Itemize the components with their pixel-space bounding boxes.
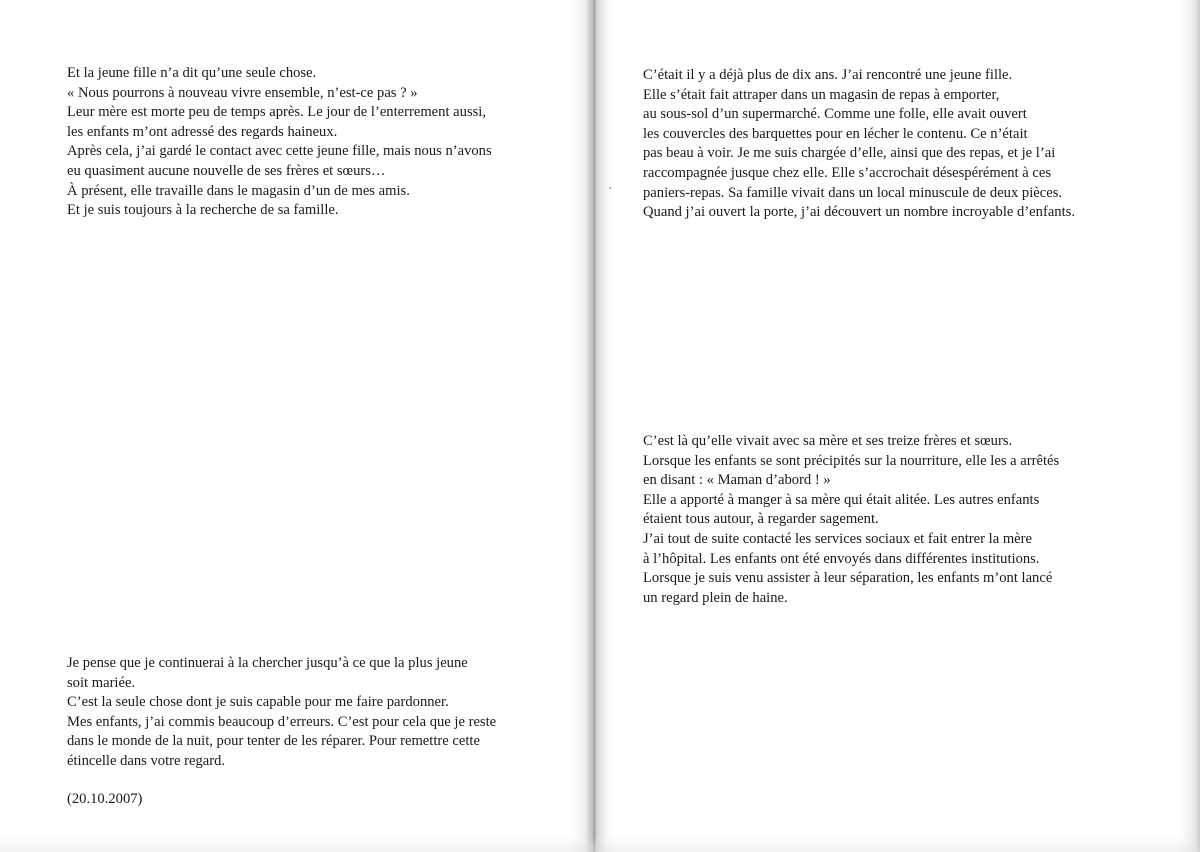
text-line: les enfants m’ont adressé des regards haineux. — [67, 123, 338, 140]
text-line: dans le monde de la nuit, pour tenter de les réparer. Pour remettre cette — [67, 733, 480, 750]
text-line: les couvercles des barquettes pour en lécher le contenu. Ce n’était — [643, 125, 1028, 142]
date-text: (20.10.2007) — [67, 791, 143, 807]
text-line: Elle s’était fait attraper dans un magasin de repas à emporter, — [643, 86, 1000, 103]
text-line: C’était il y a déjà plus de dix ans. J’ai rencontré une jeune fille. — [643, 67, 1013, 83]
right-paragraph-2 — [643, 432, 1163, 608]
bottom-edge-shadow — [0, 836, 1200, 852]
text-line: étincelle dans votre regard. — [67, 752, 226, 769]
text-line: pas beau à voir. Je me suis chargée d’elle, ainsi que des repas, et je l’ai — [643, 145, 1056, 162]
text-line: Leur mère est morte peu de temps après. Le jour de l’enterrement aussi, — [67, 104, 487, 121]
text-line: Elle a apporté à manger à sa mère qui était alitée. Les autres enfants — [643, 491, 1040, 508]
text-line: Je pense que je continuerai à la chercher jusqu’à ce que la plus jeune — [67, 655, 468, 671]
text-line: au sous-sol d’un supermarché. Comme une folle, elle avait ouvert — [643, 106, 1027, 123]
left-paragraph-1 — [67, 64, 567, 221]
text-line: étaient tous autour, à regarder sagement. — [643, 511, 879, 528]
text-line: C’est là qu’elle vivait avec sa mère et ses treize frères et sœurs. — [643, 433, 1013, 449]
paper-speck — [609, 187, 611, 189]
right-paragraph-1 — [643, 66, 1163, 223]
text-line: Et la jeune fille n’a dit qu’une seule chose. — [67, 65, 317, 81]
text-line: soit mariée. — [67, 674, 136, 691]
text-line: À présent, elle travaille dans le magasin d’un de mes amis. — [67, 182, 410, 199]
left-paragraph-2 — [67, 654, 567, 772]
text-line: Quand j’ai ouvert la porte, j’ai découvert un nombre incroyable d’enfants. — [643, 204, 1075, 221]
left-page — [0, 0, 592, 852]
book-gutter-shadow — [572, 0, 616, 852]
text-line: raccompagnée jusque chez elle. Elle s’accrochait désespérément à ces — [643, 164, 1051, 181]
right-page — [592, 0, 1200, 852]
text-line: Lorsque les enfants se sont précipités sur la nourriture, elle les a arrêtés — [643, 452, 1060, 469]
text-line: en disant : « Maman d’abord ! » — [643, 472, 831, 489]
text-line: « Nous pourrons à nouveau vivre ensemble, n’est-ce pas ? » — [67, 84, 418, 101]
text-line: à l’hôpital. Les enfants ont été envoyés dans différentes institutions. — [643, 550, 1040, 567]
page-edge-shadow — [1180, 0, 1200, 852]
text-line: Et je suis toujours à la recherche de sa famille. — [67, 202, 339, 219]
text-line: Mes enfants, j’ai commis beaucoup d’erreurs. C’est pour cela que je reste — [67, 713, 497, 730]
text-line: paniers-repas. Sa famille vivait dans un local minuscule de deux pièces. — [643, 184, 1063, 201]
text-line: eu quasiment aucune nouvelle de ses frères et sœurs… — [67, 162, 386, 179]
date-stamp — [67, 790, 567, 810]
text-line: Après cela, j’ai gardé le contact avec cette jeune fille, mais nous n’avons — [67, 143, 492, 160]
text-line: un regard plein de haine. — [643, 589, 788, 606]
text-line: J’ai tout de suite contacté les services sociaux et fait entrer la mère — [643, 530, 1033, 547]
text-line: C’est la seule chose dont je suis capable pour me faire pardonner. — [67, 694, 449, 711]
text-line: Lorsque je suis venu assister à leur séparation, les enfants m’ont lancé — [643, 570, 1053, 587]
